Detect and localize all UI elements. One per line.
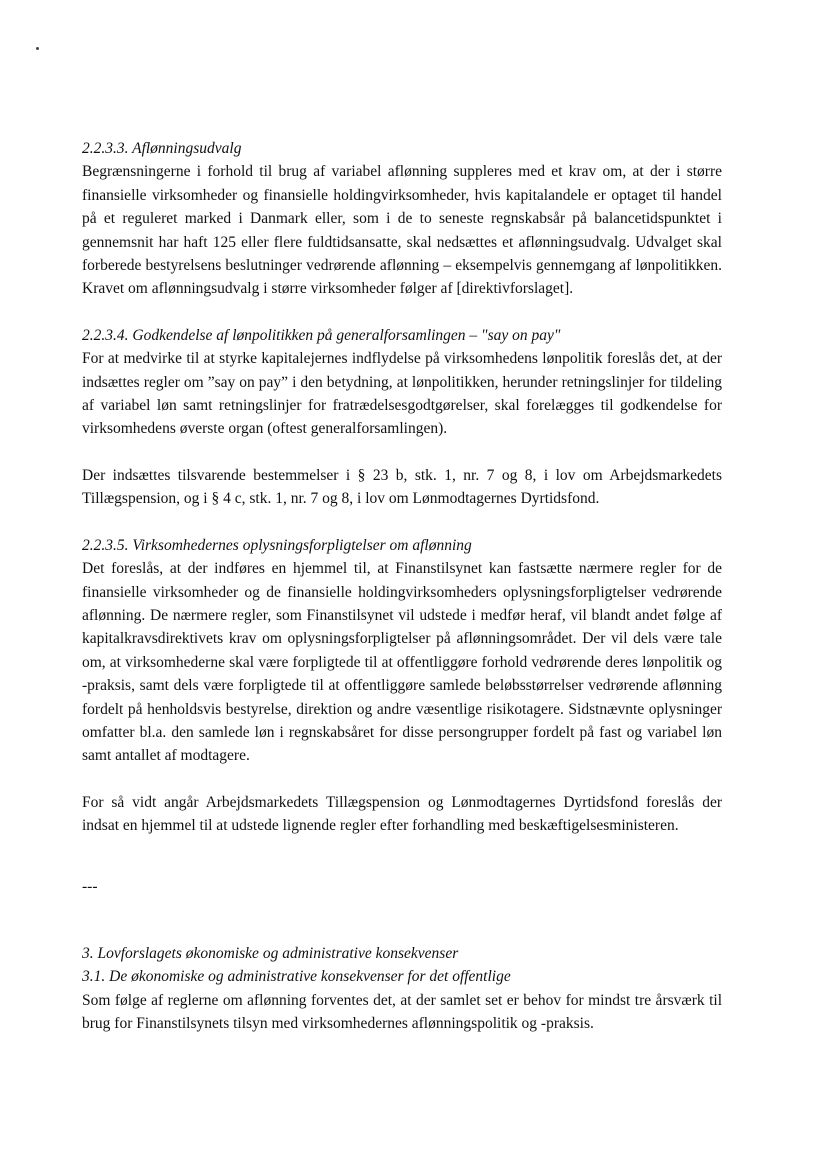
document-body [82,137,722,1036]
section-2-2-3-5 [82,534,722,838]
section-paragraph: For at medvirke til at styrke kapitalejernes indflydelse på virksomhedens lønpolitik foreslås det, at der indsættes regler om ”say on pay” i den betydning, at lønpolitikken, herunder retningslinjer for tildeling af variabel løn samt retningslinjer for fratrædelsesgodtgørelser, skal forelægges til godkendelse for virksomhedens øverste organ (oftest generalforsamlingen). [82,350,722,438]
section-paragraph: Der indsættes tilsvarende bestemmelser i § 23 b, stk. 1, nr. 7 og 8, i lov om Arbejdsmarkedets Tillægspension, og i § 4 c, stk. 1, nr. 7 og 8, i lov om Lønmodtagernes Dyrtidsfond. [82,466,722,508]
section-3 [82,942,722,1036]
section-paragraph: Som følge af reglerne om aflønning forventes det, at der samlet set er behov for mindst tre årsværk til brug for Finanstilsynets tilsyn med virksomhedernes aflønningspolitik og -praksis. [82,991,722,1033]
section-heading: 2.2.3.4. Godkendelse af lønpolitikken på generalforsamlingen – "say on pay" [82,326,561,344]
section-paragraph: For så vidt angår Arbejdsmarkedets Tillægspension og Lønmodtagernes Dyrtidsfond foreslås der indsat en hjemmel til at udstede lignende regler efter forhandling med beskæftigelsesministeren. [82,793,722,835]
chapter-heading: 3. Lovforslagets økonomiske og administrative konsekvenser [82,944,459,962]
section-heading: 2.2.3.5. Virksomhedernes oplysningsforpligtelser om aflønning [82,536,472,554]
section-heading: 3.1. De økonomiske og administrative konsekvenser for det offentlige [82,968,511,986]
section-paragraph: Begrænsningerne i forhold til brug af variabel aflønning suppleres med et krav om, at der i større finansielle virksomheder og finansielle holdingvirksomheder, hvis kapitalandele er optaget til handel på et reguleret marked i Danmark eller, som i de to seneste regnskabsår på balancetidspunktet i gennemsnit har haft 125 eller flere fuldtidsansatte, skal nedsættes et aflønningsudvalg. Udvalget skal forberede bestyrelsens beslutninger vedrørende aflønning – eksempelvis gennemgang af lønpolitikken. Kravet om aflønningsudvalg i større virksomheder følger af [direktivforslaget]. [82,163,722,298]
section-2-2-3-4 [82,324,722,511]
section-heading: 2.2.3.3. Aflønningsudvalg [82,140,242,157]
section-paragraph: Det foreslås, at der indføres en hjemmel til, at Finanstilsynet kan fastsætte nærmere regler for de finansielle virksomheder og de finansielle holdingvirksomheders oplysningsforpligtelser vedrørende aflønning. De nærmere regler, som Finanstilsynet vil udstede i medfør heraf, vil blandt andet følge af kapitalkravsdirektivets krav om oplysningsforpligtelser på aflønningsområdet. Der vil dels være tale om, at virksomhederne skal være forpligtede til at offentliggøre forhold vedrørende deres lønpolitik og -praksis, samt dels være forpligtede til at offentliggøre samlede beløbsstørrelser vedrørende aflønning fordelt på henholdsvis bestyrelse, direktion og andre væsentlige risikotagere. Sidstnævnte oplysninger omfatter bl.a. den samlede løn i regnskabsåret for disse persongrupper fordelt på fast og variabel løn samt antallet af modtagere. [82,560,722,765]
section-separator: --- [82,877,98,895]
section-2-2-3-3 [82,137,722,301]
scan-speck [36,47,39,50]
